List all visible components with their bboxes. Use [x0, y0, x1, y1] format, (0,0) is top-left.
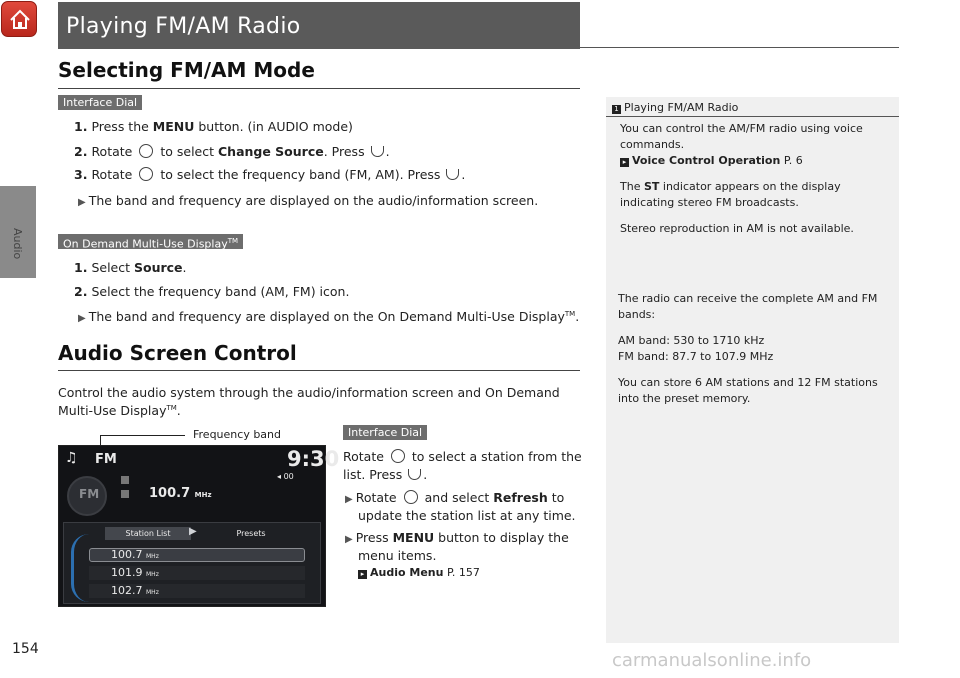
note-st-2: indicating stereo FM broadcasts. — [620, 196, 799, 209]
dial-press-icon — [446, 169, 459, 180]
bullet-menu: ▶ Press MENU button to display the — [345, 530, 569, 545]
station-freq-2: 101.9 MHz — [111, 566, 159, 579]
bullet-refresh-cont: update the station list at any time. — [358, 508, 576, 523]
bullet-refresh: ▶ Rotate and select Refresh to — [345, 490, 565, 505]
list-scroll-arc — [71, 534, 89, 602]
watermark: carmanualsonline.info — [612, 650, 812, 671]
note-presets-1: You can store 6 AM stations and 12 FM stations — [618, 376, 878, 389]
note-voice-1: You can control the AM/FM radio using voice — [620, 122, 863, 135]
tab-presets[interactable]: Presets — [236, 529, 266, 538]
side-notes-rule — [606, 116, 899, 117]
reference-arrow-icon: ▸ — [620, 158, 629, 167]
audio-screen-illustration — [58, 445, 340, 607]
section-rule — [58, 370, 580, 371]
dial-press-icon — [408, 469, 421, 480]
section-rule — [58, 88, 580, 89]
ref-voice-control[interactable]: ▸ Voice Control Operation P. 6 — [620, 154, 803, 167]
tag-on-demand-display: On Demand Multi-Use Display™ — [58, 234, 243, 249]
note-bands-2: bands: — [618, 308, 656, 321]
result-arrow-icon: ▶ — [78, 197, 86, 208]
home-icon — [8, 8, 32, 32]
fm-badge-label: FM — [79, 487, 100, 501]
page-number: 154 — [12, 641, 39, 657]
dial-rotate-icon — [404, 490, 418, 504]
station-freq-1: 100.7 MHz — [111, 548, 159, 561]
note-st-1: The ST indicator appears on the display — [620, 180, 841, 193]
rds-icon — [121, 476, 129, 484]
reference-arrow-icon: ▸ — [358, 570, 367, 579]
section-heading-audio-screen: Audio Screen Control — [58, 341, 297, 365]
dial-press-icon — [371, 146, 384, 157]
result-arrow-icon: ▶ — [345, 534, 353, 545]
screen-volume: ◂ 00 — [277, 472, 294, 481]
side-notes-heading: 1 Playing FM/AM Radio — [612, 101, 738, 114]
step-2-odmd: 2. Select the frequency band (AM, FM) icon. — [74, 284, 350, 299]
note-bands-1: The radio can receive the complete AM and FM — [618, 292, 878, 305]
tab-arrow-icon: ▶ — [189, 526, 197, 537]
screen-frequency: 100.7 MHz — [149, 486, 212, 501]
tag-interface-dial-2: Interface Dial — [343, 425, 427, 440]
ref-audio-menu[interactable]: ▸ Audio Menu P. 157 — [358, 566, 480, 579]
side-notes-panel — [606, 97, 899, 643]
step-2: 2. Rotate to select Change Source. Press . — [74, 144, 390, 159]
step-3: 3. Rotate to select the frequency band (FM, AM). Press . — [74, 167, 466, 182]
dial-rotate-icon — [139, 167, 153, 181]
callout-leader — [100, 435, 185, 436]
page-title: Playing FM/AM Radio — [66, 14, 301, 39]
station-freq-3: 102.7 MHz — [111, 584, 159, 597]
note-fm-band: FM band: 87.7 to 107.9 MHz — [618, 350, 774, 363]
callout-frequency-band: Frequency band — [193, 428, 281, 441]
result-arrow-icon: ▶ — [345, 494, 353, 505]
note-voice-2: commands. — [620, 138, 685, 151]
bullet-menu-cont: menu items. — [358, 548, 437, 563]
tab-station-list[interactable]: Station List — [105, 527, 191, 540]
note-marker-icon: 1 — [612, 105, 621, 114]
intro-line-1: Control the audio system through the audio/information screen and On Demand — [58, 385, 560, 400]
home-button[interactable] — [1, 1, 37, 37]
tag-interface-dial: Interface Dial — [58, 95, 142, 110]
music-note-icon: ♫ — [65, 450, 78, 466]
section-heading-selecting-mode: Selecting FM/AM Mode — [58, 58, 315, 82]
volume-icon: ◂ — [277, 472, 282, 481]
note-am-band: AM band: 530 to 1710 kHz — [618, 334, 765, 347]
note-stereo-am: Stereo reproduction in AM is not available. — [620, 222, 854, 235]
step-result-1: ▶ The band and frequency are displayed on the audio/information screen. — [78, 193, 539, 208]
step-result-2: ▶ The band and frequency are displayed on the On Demand Multi-Use Display™. — [78, 309, 580, 324]
result-arrow-icon: ▶ — [78, 313, 86, 324]
step-1-odmd: 1. Select Source. — [74, 260, 187, 275]
dial-line-1: Rotate to select a station from the — [343, 449, 582, 464]
screen-band: FM — [95, 452, 117, 467]
step-1: 1. Press the MENU button. (in AUDIO mode) — [74, 119, 353, 134]
st-icon — [121, 490, 129, 498]
dial-line-2: list. Press . — [343, 467, 428, 482]
note-presets-2: into the preset memory. — [618, 392, 751, 405]
screen-clock: 9:30 — [287, 447, 340, 471]
chapter-side-label: Audio — [11, 228, 24, 260]
dial-rotate-icon — [139, 144, 153, 158]
dial-rotate-icon — [391, 449, 405, 463]
title-rule — [580, 47, 899, 48]
intro-line-2: Multi-Use Display™. — [58, 403, 181, 418]
